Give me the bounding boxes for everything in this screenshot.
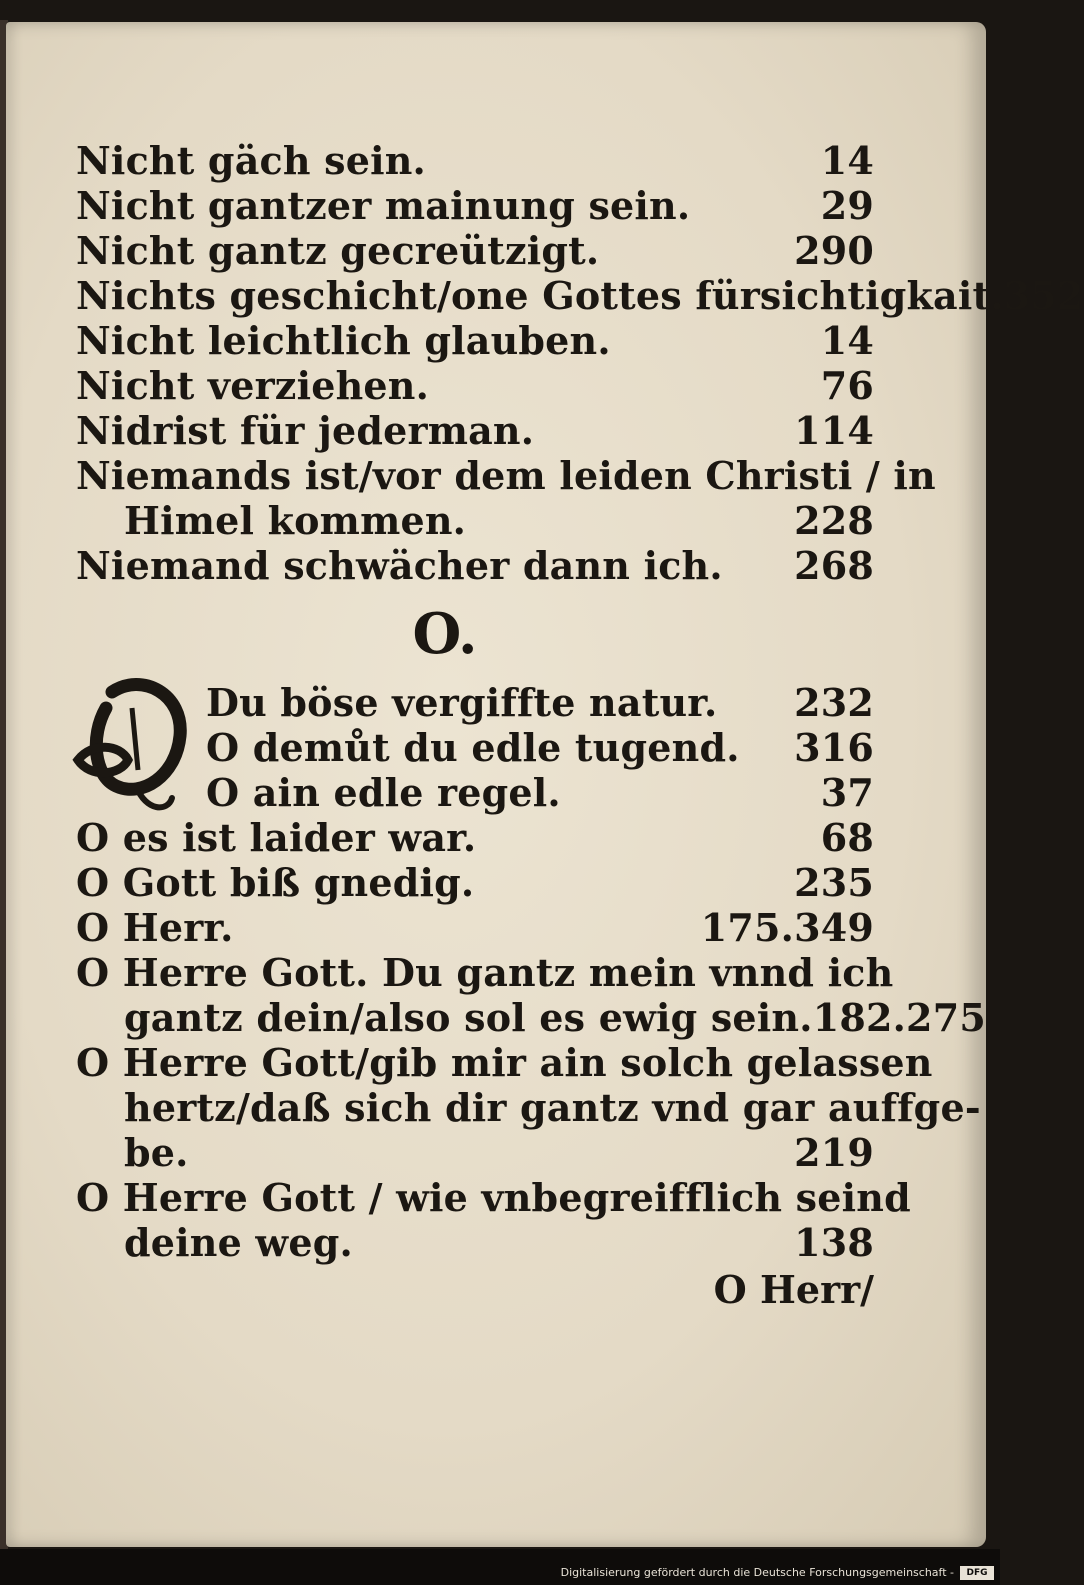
entry-page: 37	[820, 770, 874, 815]
entry-text: Nicht gäch sein.	[76, 138, 426, 183]
entry-page: 290	[794, 228, 874, 273]
entry-page: 232	[794, 680, 874, 725]
index-entry-continuation	[76, 1220, 874, 1265]
index-entry	[76, 138, 874, 183]
entry-page: 219	[794, 1130, 874, 1175]
entry-text: Himel kommen.	[124, 498, 467, 543]
entry-page: 76	[820, 363, 874, 408]
entry-page: 352	[1003, 273, 1084, 318]
entry-page: 14	[820, 138, 874, 183]
index-entry	[76, 408, 874, 453]
index-entry	[76, 273, 1084, 318]
index-entry	[76, 860, 874, 905]
index-entries	[76, 138, 1084, 1312]
index-entry-continuation	[76, 1085, 981, 1130]
entry-text: O demůt du edle tugend.	[206, 725, 740, 770]
entry-text: hertz/daß sich dir gantz vnd gar auffge-	[124, 1085, 981, 1130]
entry-text: Nicht gantz gecreützigt.	[76, 228, 600, 273]
entry-text: Nicht verziehen.	[76, 363, 430, 408]
index-entry	[76, 543, 874, 588]
entry-page: 138	[794, 1220, 874, 1265]
entry-page: 228	[794, 498, 874, 543]
entry-page: 114	[794, 408, 874, 453]
index-entry	[76, 680, 874, 725]
index-entry	[76, 950, 894, 995]
entry-page: 68	[820, 815, 874, 860]
digitization-footer	[0, 1549, 1000, 1585]
entry-text: O Gott biß gnedig.	[76, 860, 475, 905]
index-entry	[76, 1040, 933, 1085]
entry-text: O es ist laider war.	[76, 815, 477, 860]
entry-page: 14	[820, 318, 874, 363]
index-entry-continuation	[76, 498, 874, 543]
catchword: O Herr/	[713, 1267, 874, 1312]
entry-text: O Herre Gott. Du gantz mein vnnd ich	[76, 950, 894, 995]
entry-text: O Herre Gott/gib mir ain solch gelassen	[76, 1040, 933, 1085]
index-entry	[76, 1175, 911, 1220]
entry-page: 29	[820, 183, 874, 228]
entry-text: Nicht leichtlich glauben.	[76, 318, 611, 363]
entry-text: O ain edle regel.	[206, 770, 561, 815]
entry-text: Niemand schwächer dann ich.	[76, 543, 723, 588]
entry-page: 316	[794, 725, 874, 770]
index-entry	[76, 318, 874, 363]
index-entry-continuation	[76, 1130, 874, 1175]
entry-text: be.	[124, 1130, 189, 1175]
entry-text: Du böse vergiffte natur.	[206, 680, 718, 725]
index-entry	[76, 228, 874, 273]
index-entry	[76, 183, 874, 228]
entry-text: O Herre Gott / wie vnbegreifflich seind	[76, 1175, 911, 1220]
index-entry	[76, 770, 874, 815]
entry-text: Nichts geschicht/one Gottes fürsichtigkait.	[76, 273, 1004, 318]
decorated-initial-o-icon	[72, 674, 190, 816]
entry-text: O Herr.	[76, 905, 234, 950]
entry-text: Niemands ist/vor dem leiden Christi / in	[76, 453, 936, 498]
index-entry	[76, 725, 874, 770]
entry-page: 235	[794, 860, 874, 905]
dfg-logo: DFG	[960, 1566, 994, 1580]
index-entry	[76, 815, 874, 860]
index-entry-continuation	[76, 995, 986, 1040]
entry-page: 182.275	[812, 995, 986, 1040]
index-entry	[76, 363, 874, 408]
entry-page: 268	[794, 543, 874, 588]
entry-text: Nicht gantzer mainung sein.	[76, 183, 691, 228]
section-heading-row	[76, 588, 874, 680]
drop-initial-block	[76, 680, 874, 815]
entry-text: Nidrist für jederman.	[76, 408, 535, 453]
entry-text: deine weg.	[124, 1220, 353, 1265]
entry-text: gantz dein/also sol es ewig sein.	[124, 995, 813, 1040]
index-entry	[76, 453, 936, 498]
index-entry	[76, 905, 874, 950]
section-heading: O.	[412, 601, 478, 667]
footer-credit-text: Digitalisierung gefördert durch die Deutsche Forschungsgemeinschaft -	[560, 1566, 954, 1579]
entry-page: 175.349	[700, 905, 874, 950]
